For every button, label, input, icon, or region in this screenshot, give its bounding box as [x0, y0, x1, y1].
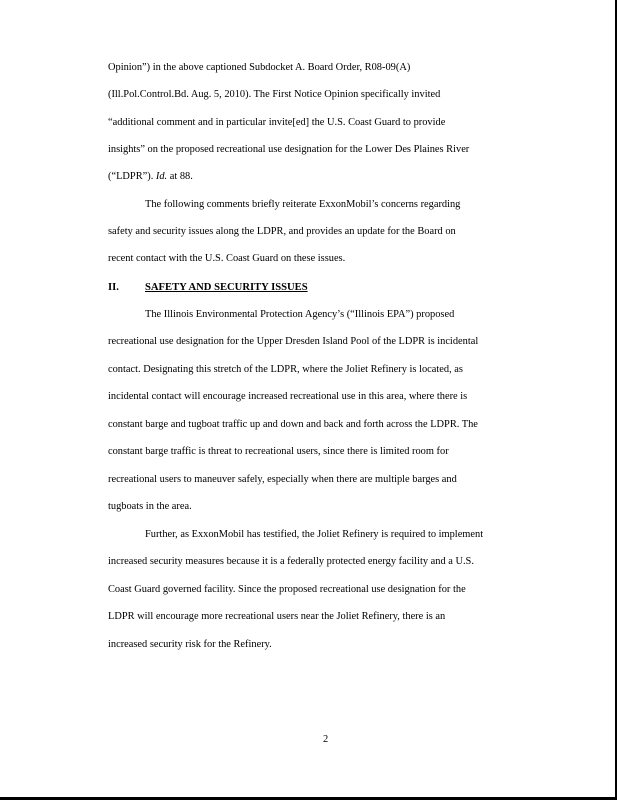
section-title: SAFETY AND SECURITY ISSUES [145, 282, 308, 293]
text-line: insights” on the proposed recreational use designation for the Lower Des Plaines River [108, 144, 470, 155]
text-line: safety and security issues along the LDPR, and provides an update for the Board on [108, 226, 456, 237]
text-line: recreational use designation for the Upper Dresden Island Pool of the LDPR is incidental [108, 336, 479, 347]
text-line: constant barge and tugboat traffic up and down and back and forth across the LDPR. The [108, 419, 478, 430]
text-line: constant barge traffic is threat to recreational users, since there is limited room for [108, 446, 449, 457]
section-heading [108, 281, 308, 295]
text-line: Further, as ExxonMobil has testified, the Joliet Refinery is required to implement [145, 529, 484, 540]
text-line: recreational users to maneuver safely, especially when there are multiple barges and [108, 474, 457, 485]
text-line: increased security risk for the Refinery. [108, 639, 272, 650]
text-line: LDPR will encourage more recreational users near the Joliet Refinery, there is an [108, 611, 446, 622]
text-line: The Illinois Environmental Protection Agency’s (“Illinois EPA”) proposed [145, 309, 455, 320]
text-line: increased security measures because it is a federally protected energy facility and a U.S. [108, 556, 474, 567]
text-line: Opinion”) in the above captioned Subdocket A. Board Order, R08-09(A) [108, 62, 411, 73]
text-line: contact. Designating this stretch of the LDPR, where the Joliet Refinery is located, as [108, 364, 463, 375]
page-number: 2 [323, 734, 329, 745]
text-line: incidental contact will encourage increased recreational use in this area, where there is [108, 391, 468, 402]
text-line: (“LDPR”). Id. at 88. [108, 171, 193, 182]
section-number: II. [108, 282, 119, 293]
text-line: Coast Guard governed facility. Since the proposed recreational use designation for the [108, 584, 466, 595]
text-line: recent contact with the U.S. Coast Guard on these issues. [108, 253, 346, 264]
text-line: The following comments briefly reiterate ExxonMobil’s concerns regarding [145, 199, 461, 210]
text-line: (Ill.Pol.Control.Bd. Aug. 5, 2010). The First Notice Opinion specifically invited [108, 89, 441, 100]
text-line: tugboats in the area. [108, 501, 192, 512]
citation-signal: Id. [155, 171, 168, 182]
text-line: “additional comment and in particular invite[ed] the U.S. Coast Guard to provide [108, 117, 446, 128]
